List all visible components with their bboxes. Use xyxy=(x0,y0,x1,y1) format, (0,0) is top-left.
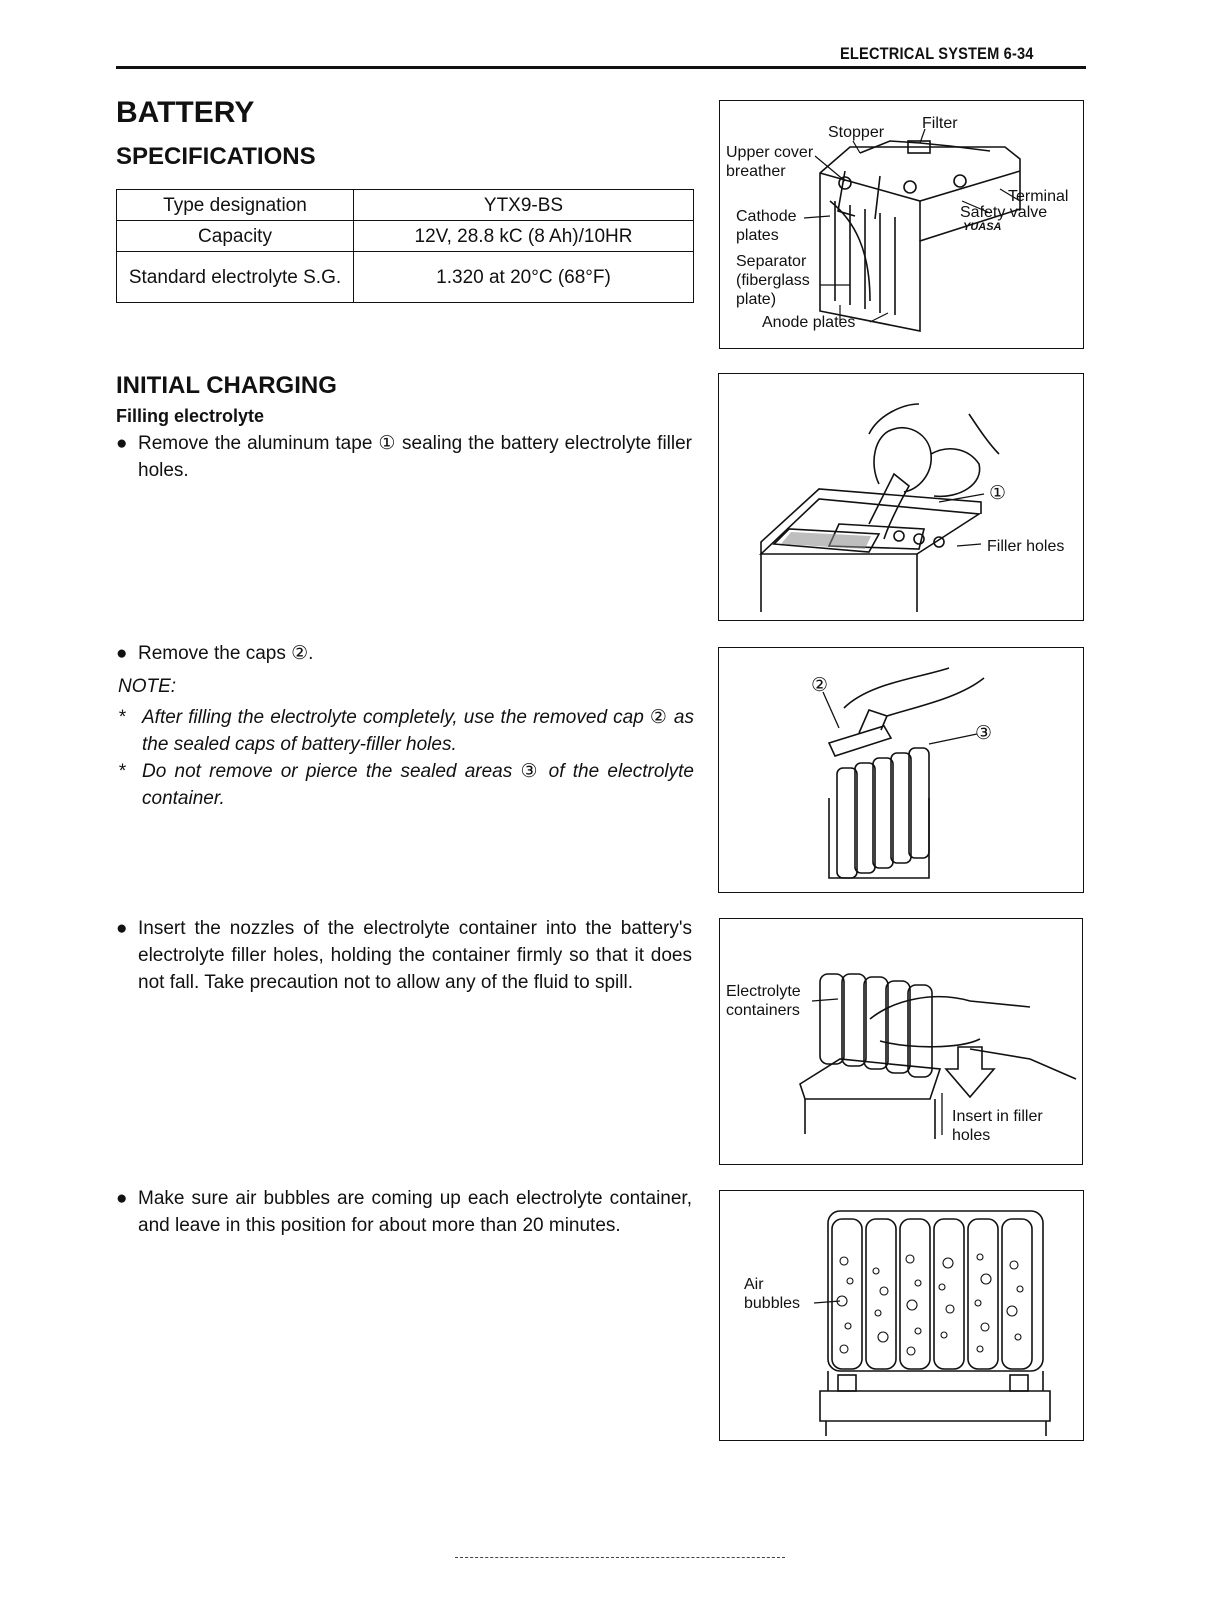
tape-removal-illustration xyxy=(719,374,1082,619)
callout-1: ① xyxy=(989,483,1007,504)
caps-illustration xyxy=(719,648,1082,891)
note-label: NOTE: xyxy=(118,676,177,697)
filling-electrolyte-subheading: Filling electrolyte xyxy=(116,406,265,426)
figure-caps xyxy=(718,647,1084,893)
label-air-bubbles: Air bubbles xyxy=(744,1276,801,1312)
callout-3: ③ xyxy=(975,723,993,744)
label-filter: Filter xyxy=(922,115,958,132)
spec-value: YTX9-BS xyxy=(354,190,694,221)
spec-value: 12V, 28.8 kC (8 Ah)/10HR xyxy=(354,221,694,252)
spec-label: Type designation xyxy=(117,190,354,221)
spec-label: Standard electrolyte S.G. xyxy=(117,252,354,303)
label-insert-in-filler-holes: Insert in filler holes xyxy=(952,1108,1043,1144)
step-text: Remove the aluminum tape ① sealing the battery electrolyte filler holes. xyxy=(138,433,692,481)
table-row xyxy=(117,190,694,221)
header-rule xyxy=(116,66,1086,69)
label-stopper: Stopper xyxy=(828,124,885,141)
figure-insert xyxy=(719,918,1083,1165)
note-item xyxy=(118,758,694,812)
asterisk-icon: * xyxy=(118,761,126,782)
specifications-heading: SPECIFICATIONS xyxy=(116,143,316,170)
step-remove-caps xyxy=(116,640,692,667)
callout-2: ② xyxy=(811,675,829,696)
spec-label: Capacity xyxy=(117,221,354,252)
figure-tape-removal xyxy=(718,373,1084,621)
label-upper-cover-breather: Upper cover breather xyxy=(726,144,814,180)
asterisk-icon: * xyxy=(118,707,126,728)
air-bubbles-illustration xyxy=(720,1191,1082,1439)
label-safety-valve: Safety valve xyxy=(960,204,1048,221)
initial-charging-heading: INITIAL CHARGING xyxy=(116,372,337,399)
page-title: BATTERY xyxy=(116,96,255,129)
note-item xyxy=(118,704,694,758)
step-text: Make sure air bubbles are coming up each electrolyte container, and leave in this position for about more than 20 minutes. xyxy=(138,1188,692,1236)
label-filler-holes: Filler holes xyxy=(987,538,1065,555)
label-cathode-plates: Cathode plates xyxy=(736,208,797,244)
bullet-icon: ● xyxy=(116,918,128,939)
bullet-icon: ● xyxy=(116,1188,128,1209)
label-electrolyte-containers: Electrolyte containers xyxy=(726,983,801,1019)
table-row xyxy=(117,221,694,252)
label-separator: Separator (fiberglass plate) xyxy=(736,253,810,308)
note-text: After filling the electrolyte completely, use the removed cap ② as the sealed caps of battery-filler holes. xyxy=(142,707,694,755)
label-terminal: Terminal xyxy=(1008,188,1069,205)
step-insert-nozzles xyxy=(116,915,692,996)
spec-table xyxy=(116,189,694,303)
step-text: Insert the nozzles of the electrolyte container into the battery's electrolyte filler holes, holding the container firmly so that it does not fall. Take precaution not to allow any of the fluid to spill. xyxy=(138,918,692,993)
footer-divider xyxy=(455,1557,785,1558)
figure-battery-cutaway xyxy=(719,100,1084,349)
step-remove-tape xyxy=(116,430,692,484)
figure-air-bubbles xyxy=(719,1190,1084,1441)
step-text: Remove the caps ②. xyxy=(138,643,314,664)
label-anode-plates: Anode plates xyxy=(762,314,856,331)
brand-logo: YUASA xyxy=(963,221,1002,233)
header-section-title: ELECTRICAL SYSTEM 6-34 xyxy=(840,44,1034,63)
spec-value: 1.320 at 20°C (68°F) xyxy=(354,252,694,303)
note-text: Do not remove or pierce the sealed areas ③ of the electrolyte container. xyxy=(142,761,694,809)
bullet-icon: ● xyxy=(116,433,128,454)
bullet-icon: ● xyxy=(116,643,128,664)
step-check-bubbles xyxy=(116,1185,692,1239)
table-row xyxy=(117,252,694,303)
